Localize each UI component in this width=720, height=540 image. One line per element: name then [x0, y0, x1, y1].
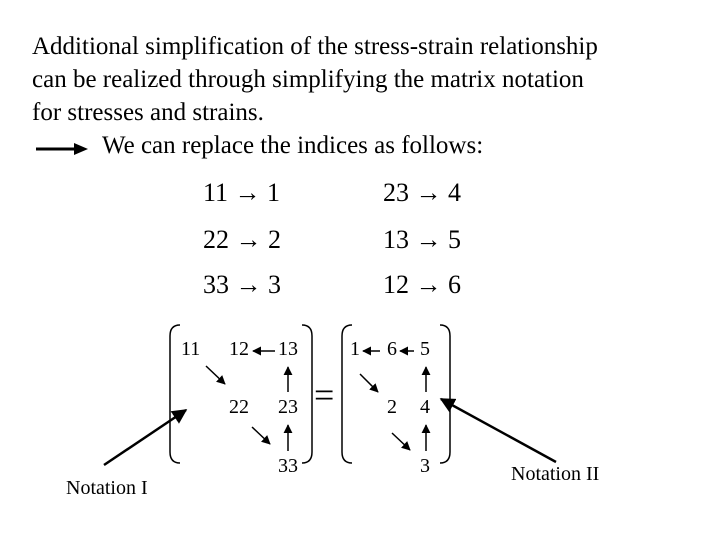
left-matrix-bracket-left	[170, 325, 180, 463]
mapping-to: 4	[448, 178, 461, 207]
mapping-from: 12	[383, 270, 409, 299]
mapping-from: 33	[203, 270, 229, 299]
mapping-from: 22	[203, 225, 229, 254]
matrix-left-entry: 23	[278, 396, 298, 418]
notation-1-label: Notation I	[66, 477, 148, 499]
notation-1-pointer-arrow	[104, 410, 186, 465]
matrix-right-entry: 4	[420, 396, 430, 418]
bold-arrow-icon	[36, 143, 88, 155]
arrow-right-icon: →	[415, 270, 442, 299]
mapping-to: 1	[267, 178, 281, 207]
intro-line-2: can be realized through simplifying the matrix notation	[32, 66, 584, 93]
mapping-to: 6	[448, 270, 461, 299]
matrix-left-entry: 33	[278, 455, 298, 477]
matrix-left-entry: 13	[278, 338, 298, 360]
mapping-to: 3	[268, 270, 281, 299]
mapping-from: 11	[203, 178, 229, 207]
arrow-right-icon: →	[415, 225, 442, 254]
intro-line-1: Additional simplification of the stress-strain relationship	[32, 33, 598, 60]
matrix-left-entry: 12	[229, 338, 249, 360]
diag-arrow-icon	[392, 433, 410, 450]
notation-2-pointer-arrow	[441, 399, 556, 462]
diag-arrow-icon	[252, 427, 270, 444]
right-matrix-bracket-right	[440, 325, 450, 463]
arrow-right-icon: →	[234, 178, 261, 207]
arrow-right-icon: →	[235, 270, 262, 299]
matrix-right-entry: 6	[387, 338, 397, 360]
equals-sign: =	[314, 375, 335, 415]
mapping-from: 13	[383, 225, 409, 254]
mapping-to: 5	[448, 225, 461, 254]
mapping-from: 23	[383, 178, 409, 207]
notation-2-label: Notation II	[511, 463, 600, 485]
mapping-to: 2	[268, 225, 281, 254]
left-matrix-bracket-right	[302, 325, 312, 463]
matrix-right-entry: 3	[420, 455, 430, 477]
matrix-right-entry: 2	[387, 396, 397, 418]
replace-text: We can replace the indices as follows:	[102, 132, 484, 159]
matrix-right-entry: 1	[350, 338, 360, 360]
diag-arrow-icon	[206, 366, 225, 384]
right-matrix-bracket-left	[342, 325, 352, 463]
arrow-right-icon: →	[235, 225, 262, 254]
diag-arrow-icon	[360, 374, 378, 392]
matrix-left-entry: 11	[181, 338, 201, 360]
matrix-left-entry: 22	[229, 396, 249, 418]
matrix-right-entry: 5	[420, 338, 430, 360]
intro-line-3: for stresses and strains.	[32, 99, 264, 126]
arrow-right-icon: →	[415, 178, 442, 207]
